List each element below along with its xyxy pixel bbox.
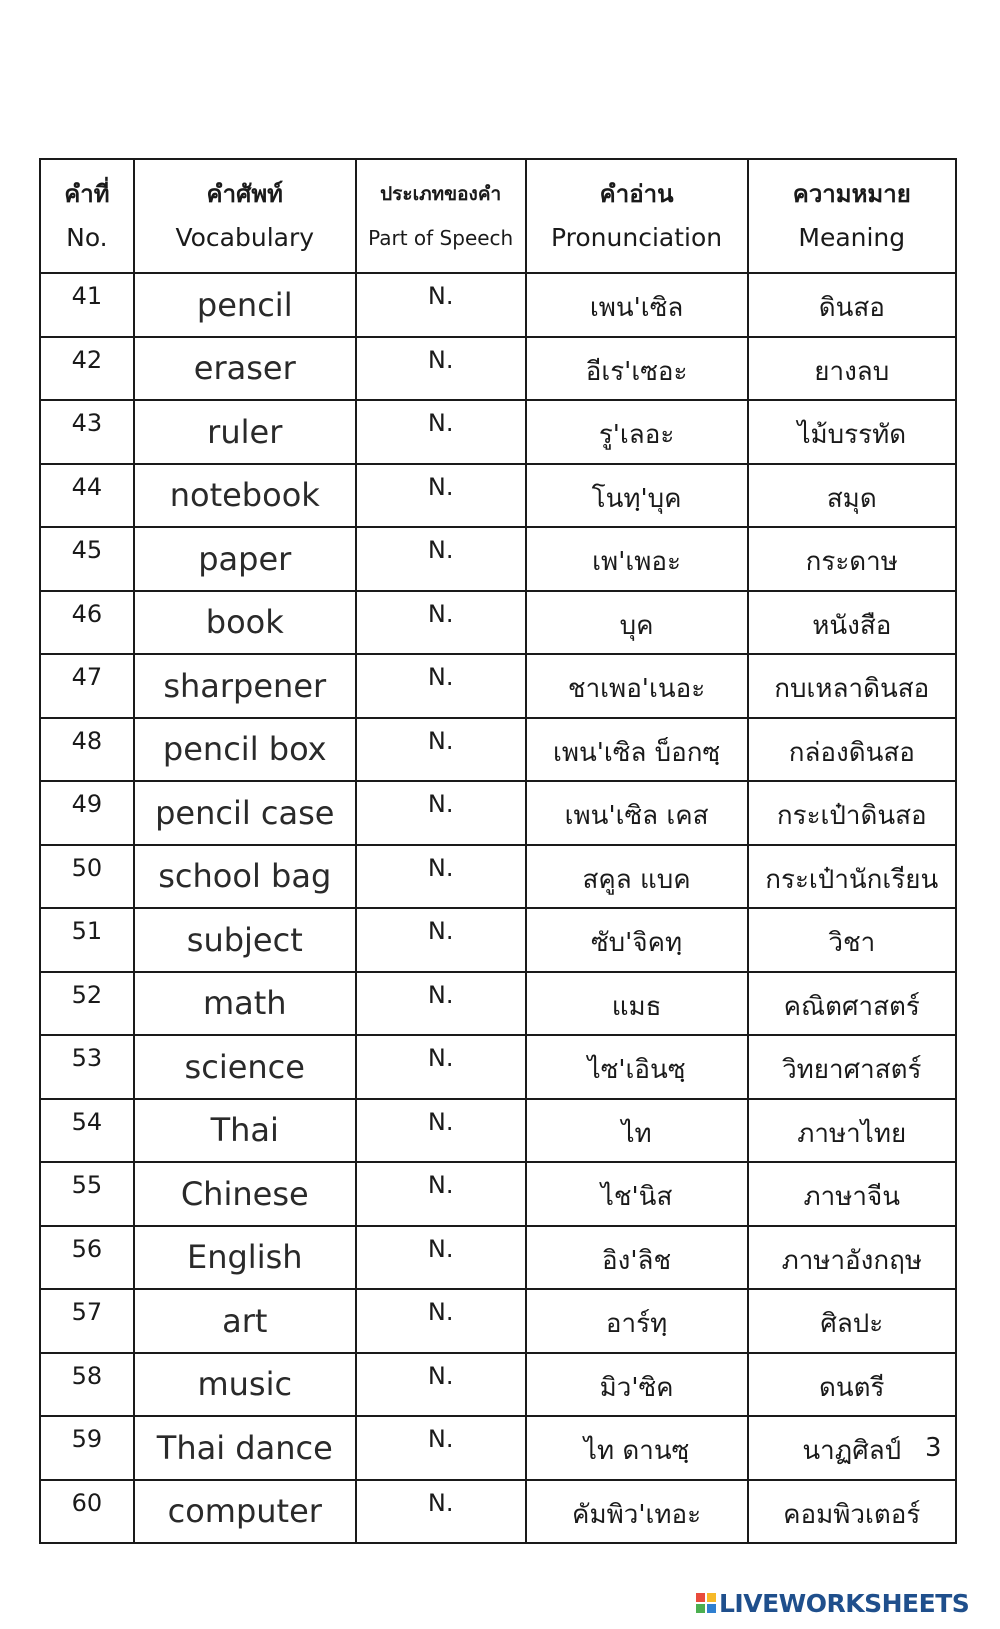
- row-number: 43: [40, 400, 134, 464]
- header-no: [40, 159, 134, 273]
- row-part-of-speech: N.: [356, 591, 526, 655]
- header-no-eng: No.: [66, 223, 108, 252]
- row-meaning: ภาษาจีน: [748, 1162, 956, 1226]
- row-number: 49: [40, 781, 134, 845]
- row-word: eraser: [134, 337, 356, 401]
- row-number: 59: [40, 1416, 134, 1480]
- row-word: pencil box: [134, 718, 356, 782]
- row-word: notebook: [134, 464, 356, 528]
- row-meaning: สมุด: [748, 464, 956, 528]
- header-no-thai: คำที่: [64, 180, 110, 208]
- row-meaning: ดนตรี: [748, 1353, 956, 1417]
- row-part-of-speech: N.: [356, 1099, 526, 1163]
- row-word: paper: [134, 527, 356, 591]
- row-number: 51: [40, 908, 134, 972]
- row-pronunciation: เพน'เซิล: [526, 273, 748, 337]
- row-number: 53: [40, 1035, 134, 1099]
- table-row: [40, 1353, 956, 1417]
- header-vocab-thai: คำศัพท์: [206, 180, 283, 208]
- table-row: [40, 1289, 956, 1353]
- header-pos-eng: Part of Speech: [368, 226, 514, 250]
- header-meaning: [748, 159, 956, 273]
- row-part-of-speech: N.: [356, 1353, 526, 1417]
- row-part-of-speech: N.: [356, 908, 526, 972]
- table-row: [40, 781, 956, 845]
- row-number: 52: [40, 972, 134, 1036]
- header-pronunciation: [526, 159, 748, 273]
- row-meaning: นาฏศิลป์: [748, 1416, 956, 1480]
- row-pronunciation: ชาเพอ'เนอะ: [526, 654, 748, 718]
- table-row: [40, 845, 956, 909]
- header-vocab-eng: Vocabulary: [175, 223, 315, 252]
- row-part-of-speech: N.: [356, 1162, 526, 1226]
- logo-square-yellow: [707, 1593, 716, 1602]
- row-number: 50: [40, 845, 134, 909]
- row-pronunciation: สคูล แบค: [526, 845, 748, 909]
- row-number: 48: [40, 718, 134, 782]
- table-row: [40, 273, 956, 337]
- row-part-of-speech: N.: [356, 464, 526, 528]
- row-meaning: ภาษาอังกฤษ: [748, 1226, 956, 1290]
- row-pronunciation: รู'เลอะ: [526, 400, 748, 464]
- row-word: sharpener: [134, 654, 356, 718]
- header-meaning-thai: ความหมาย: [792, 180, 911, 208]
- row-pronunciation: แมธ: [526, 972, 748, 1036]
- row-meaning: กระดาษ: [748, 527, 956, 591]
- row-part-of-speech: N.: [356, 400, 526, 464]
- row-part-of-speech: N.: [356, 1416, 526, 1480]
- row-meaning: กระเป๋านักเรียน: [748, 845, 956, 909]
- row-meaning: กบเหลาดินสอ: [748, 654, 956, 718]
- row-part-of-speech: N.: [356, 1226, 526, 1290]
- row-number: 54: [40, 1099, 134, 1163]
- row-meaning: วิทยาศาสตร์: [748, 1035, 956, 1099]
- row-number: 58: [40, 1353, 134, 1417]
- row-number: 42: [40, 337, 134, 401]
- row-part-of-speech: N.: [356, 972, 526, 1036]
- row-word: English: [134, 1226, 356, 1290]
- row-pronunciation: อาร์ทฺ: [526, 1289, 748, 1353]
- row-part-of-speech: N.: [356, 337, 526, 401]
- row-word: pencil case: [134, 781, 356, 845]
- row-word: Thai dance: [134, 1416, 356, 1480]
- table-header-row: [40, 159, 956, 273]
- row-part-of-speech: N.: [356, 1480, 526, 1544]
- row-meaning: กล่องดินสอ: [748, 718, 956, 782]
- row-meaning: ดินสอ: [748, 273, 956, 337]
- row-number: 60: [40, 1480, 134, 1544]
- row-word: math: [134, 972, 356, 1036]
- logo-square-red: [696, 1593, 705, 1602]
- header-vocabulary: [134, 159, 356, 273]
- table-row: [40, 1226, 956, 1290]
- row-word: school bag: [134, 845, 356, 909]
- row-number: 47: [40, 654, 134, 718]
- row-number: 44: [40, 464, 134, 528]
- row-word: music: [134, 1353, 356, 1417]
- table-row: [40, 972, 956, 1036]
- logo-square-green: [696, 1604, 705, 1613]
- row-meaning: หนังสือ: [748, 591, 956, 655]
- logo-square-blue: [707, 1604, 716, 1613]
- table-row: [40, 1416, 956, 1480]
- row-part-of-speech: N.: [356, 654, 526, 718]
- row-meaning: วิชา: [748, 908, 956, 972]
- row-number: 56: [40, 1226, 134, 1290]
- row-number: 45: [40, 527, 134, 591]
- row-pronunciation: เพน'เซิล บ็อกซฺ: [526, 718, 748, 782]
- table-row: [40, 1099, 956, 1163]
- liveworksheets-wordmark: LIVEWORKSHEETS: [719, 1588, 970, 1618]
- table-row: [40, 591, 956, 655]
- liveworksheets-logo-icon: [696, 1593, 716, 1613]
- header-pron-eng: Pronunciation: [551, 223, 723, 252]
- row-part-of-speech: N.: [356, 781, 526, 845]
- row-part-of-speech: N.: [356, 845, 526, 909]
- header-pron-thai: คำอ่าน: [599, 180, 674, 208]
- table-row: [40, 718, 956, 782]
- table-row: [40, 1035, 956, 1099]
- row-pronunciation: เพ'เพอะ: [526, 527, 748, 591]
- row-part-of-speech: N.: [356, 1035, 526, 1099]
- table-body: [40, 273, 956, 1543]
- row-number: 41: [40, 273, 134, 337]
- row-word: subject: [134, 908, 356, 972]
- row-pronunciation: ไท: [526, 1099, 748, 1163]
- row-word: computer: [134, 1480, 356, 1544]
- row-word: ruler: [134, 400, 356, 464]
- table-row: [40, 337, 956, 401]
- row-number: 46: [40, 591, 134, 655]
- vocabulary-table: [39, 158, 957, 1544]
- table-row: [40, 527, 956, 591]
- row-word: art: [134, 1289, 356, 1353]
- row-meaning: กระเป๋าดินสอ: [748, 781, 956, 845]
- row-meaning: ไม้บรรทัด: [748, 400, 956, 464]
- table-row: [40, 1480, 956, 1544]
- row-part-of-speech: N.: [356, 273, 526, 337]
- row-pronunciation: อีเร'เซอะ: [526, 337, 748, 401]
- row-meaning: ยางลบ: [748, 337, 956, 401]
- page-number: 3: [925, 1433, 942, 1463]
- table-row: [40, 1162, 956, 1226]
- row-pronunciation: โนทฺ'บุค: [526, 464, 748, 528]
- row-word: Chinese: [134, 1162, 356, 1226]
- row-pronunciation: อิง'ลิช: [526, 1226, 748, 1290]
- row-word: book: [134, 591, 356, 655]
- row-pronunciation: ซับ'จิคทฺ: [526, 908, 748, 972]
- table-row: [40, 908, 956, 972]
- row-pronunciation: ไท ดานซฺ: [526, 1416, 748, 1480]
- header-meaning-eng: Meaning: [798, 223, 906, 252]
- row-number: 57: [40, 1289, 134, 1353]
- row-pronunciation: ไช'นิส: [526, 1162, 748, 1226]
- row-word: pencil: [134, 273, 356, 337]
- row-meaning: ศิลปะ: [748, 1289, 956, 1353]
- row-word: Thai: [134, 1099, 356, 1163]
- row-pronunciation: เพน'เซิล เคส: [526, 781, 748, 845]
- row-word: science: [134, 1035, 356, 1099]
- header-part-of-speech: [356, 159, 526, 273]
- table-row: [40, 464, 956, 528]
- row-meaning: ภาษาไทย: [748, 1099, 956, 1163]
- row-pronunciation: ไซ'เอินซฺ: [526, 1035, 748, 1099]
- table-row: [40, 400, 956, 464]
- table-row: [40, 654, 956, 718]
- row-pronunciation: คัมพิว'เทอะ: [526, 1480, 748, 1544]
- row-pronunciation: บุค: [526, 591, 748, 655]
- row-meaning: คณิตศาสตร์: [748, 972, 956, 1036]
- row-part-of-speech: N.: [356, 527, 526, 591]
- row-meaning: คอมพิวเตอร์: [748, 1480, 956, 1544]
- liveworksheets-logo[interactable]: [696, 1588, 969, 1618]
- row-pronunciation: มิว'ซิค: [526, 1353, 748, 1417]
- row-part-of-speech: N.: [356, 718, 526, 782]
- row-number: 55: [40, 1162, 134, 1226]
- header-pos-thai: ประเภทของคำ: [380, 183, 502, 205]
- row-part-of-speech: N.: [356, 1289, 526, 1353]
